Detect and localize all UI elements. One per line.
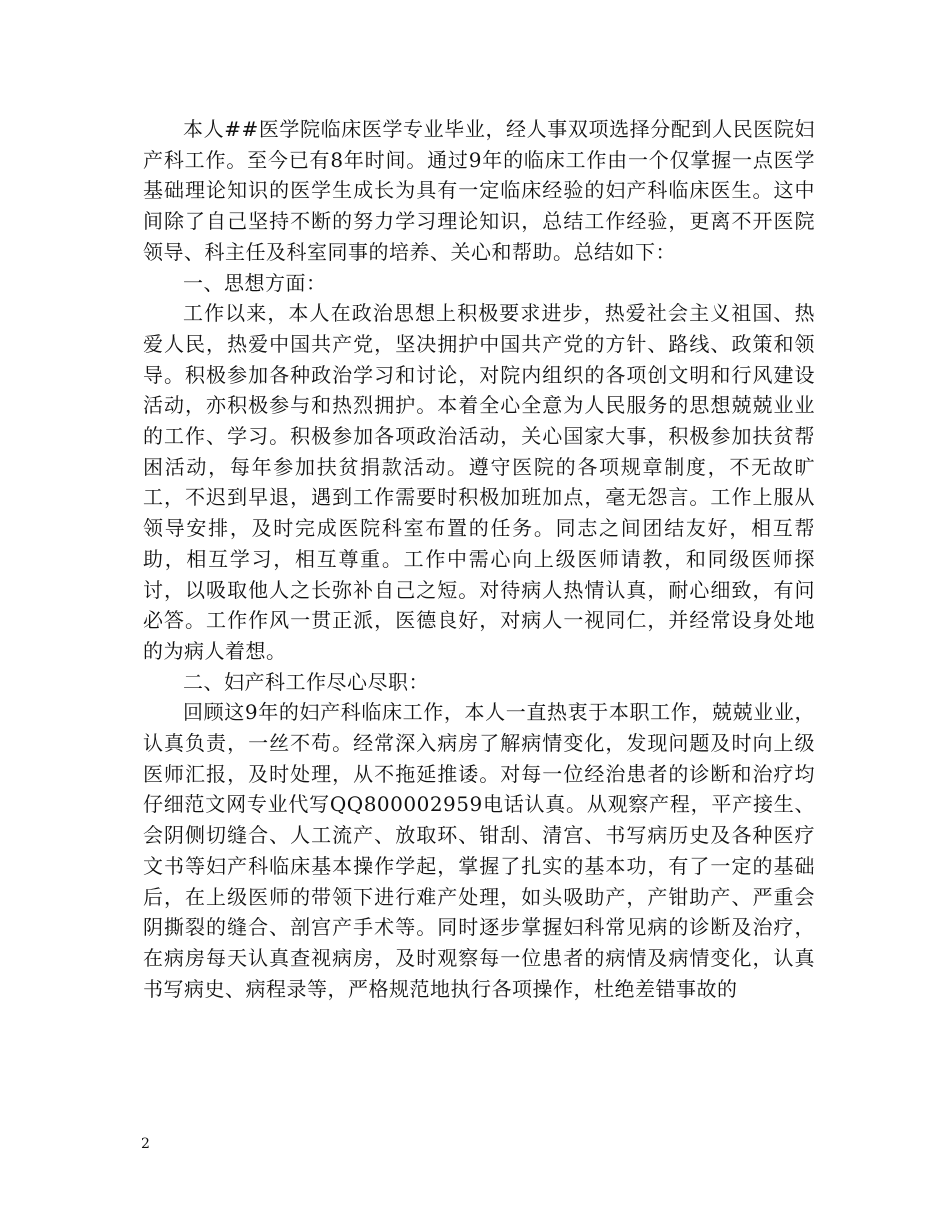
- intro-paragraph: 本人##医学院临床医学专业毕业，经人事双项选择分配到人民医院妇产科工作。至今已有8年时间。通过9年的临床工作由一个仅掌握一点医学基础理论知识的医学生成长为具有一定临床经验的妇产科临床医生。这中间除了自己坚持不断的努力学习理论知识，总结工作经验，更离不开医院领导、科主任及科室同事的培养、关心和帮助。总结如下：: [143, 117, 815, 264]
- section-heading-obstetrics: 二、妇产科工作尽心尽职：: [183, 669, 429, 694]
- page-number: 2: [141, 1136, 150, 1152]
- obstetrics-paragraph: 回顾这9年的妇产科临床工作，本人一直热衷于本职工作，兢兢业业，认真负责，一丝不苟。经常深入病房了解病情变化，发现问题及时向上级医师汇报，及时处理，从不拖延推诿。对每一位经治患者的诊断和治疗均仔细范文网专业代写QQ800002959电话认真。从观察产程，平产接生、会阴侧切缝合、人工流产、放取环、钳刮、清宫、书写病历史及各种医疗文书等妇产科临床基本操作学起，掌握了扎实的基本功，有了一定的基础后，在上级医师的带领下进行难产处理，如头吸助产，产钳助产、严重会阴撕裂的缝合、剖宫产手术等。同时逐步掌握妇科常见病的诊断及治疗，在病房每天认真查视病房，及时观察每一位患者的病情及病情变化，认真书写病史、病程录等，严格规范地执行各项操作，杜绝差错事故的: [143, 700, 815, 1001]
- ideology-paragraph: 工作以来，本人在政治思想上积极要求进步，热爱社会主义祖国、热爱人民，热爱中国共产党，坚决拥护中国共产党的方针、路线、政策和领导。积极参加各种政治学习和讨论，对院内组织的各项创文明和行风建设活动，亦积极参与和热烈拥护。本着全心全意为人民服务的思想兢兢业业的工作、学习。积极参加各项政治活动，关心国家大事，积极参加扶贫帮困活动，每年参加扶贫捐款活动。遵守医院的各项规章制度，不无故旷工，不迟到早退，遇到工作需要时积极加班加点，毫无怨言。工作上服从领导安排，及时完成医院科室布置的任务。同志之间团结友好，相互帮助，相互学习，相互尊重。工作中需心向上级医师请教，和同级医师探讨，以吸取他人之长弥补自己之短。对待病人热情认真，耐心细致，有问必答。工作作风一贯正派，医德良好，对病人一视同仁，并经常设身处地的为病人着想。: [143, 301, 815, 663]
- section-heading-ideology: 一、思想方面：: [183, 270, 327, 295]
- document-body: [143, 114, 815, 1004]
